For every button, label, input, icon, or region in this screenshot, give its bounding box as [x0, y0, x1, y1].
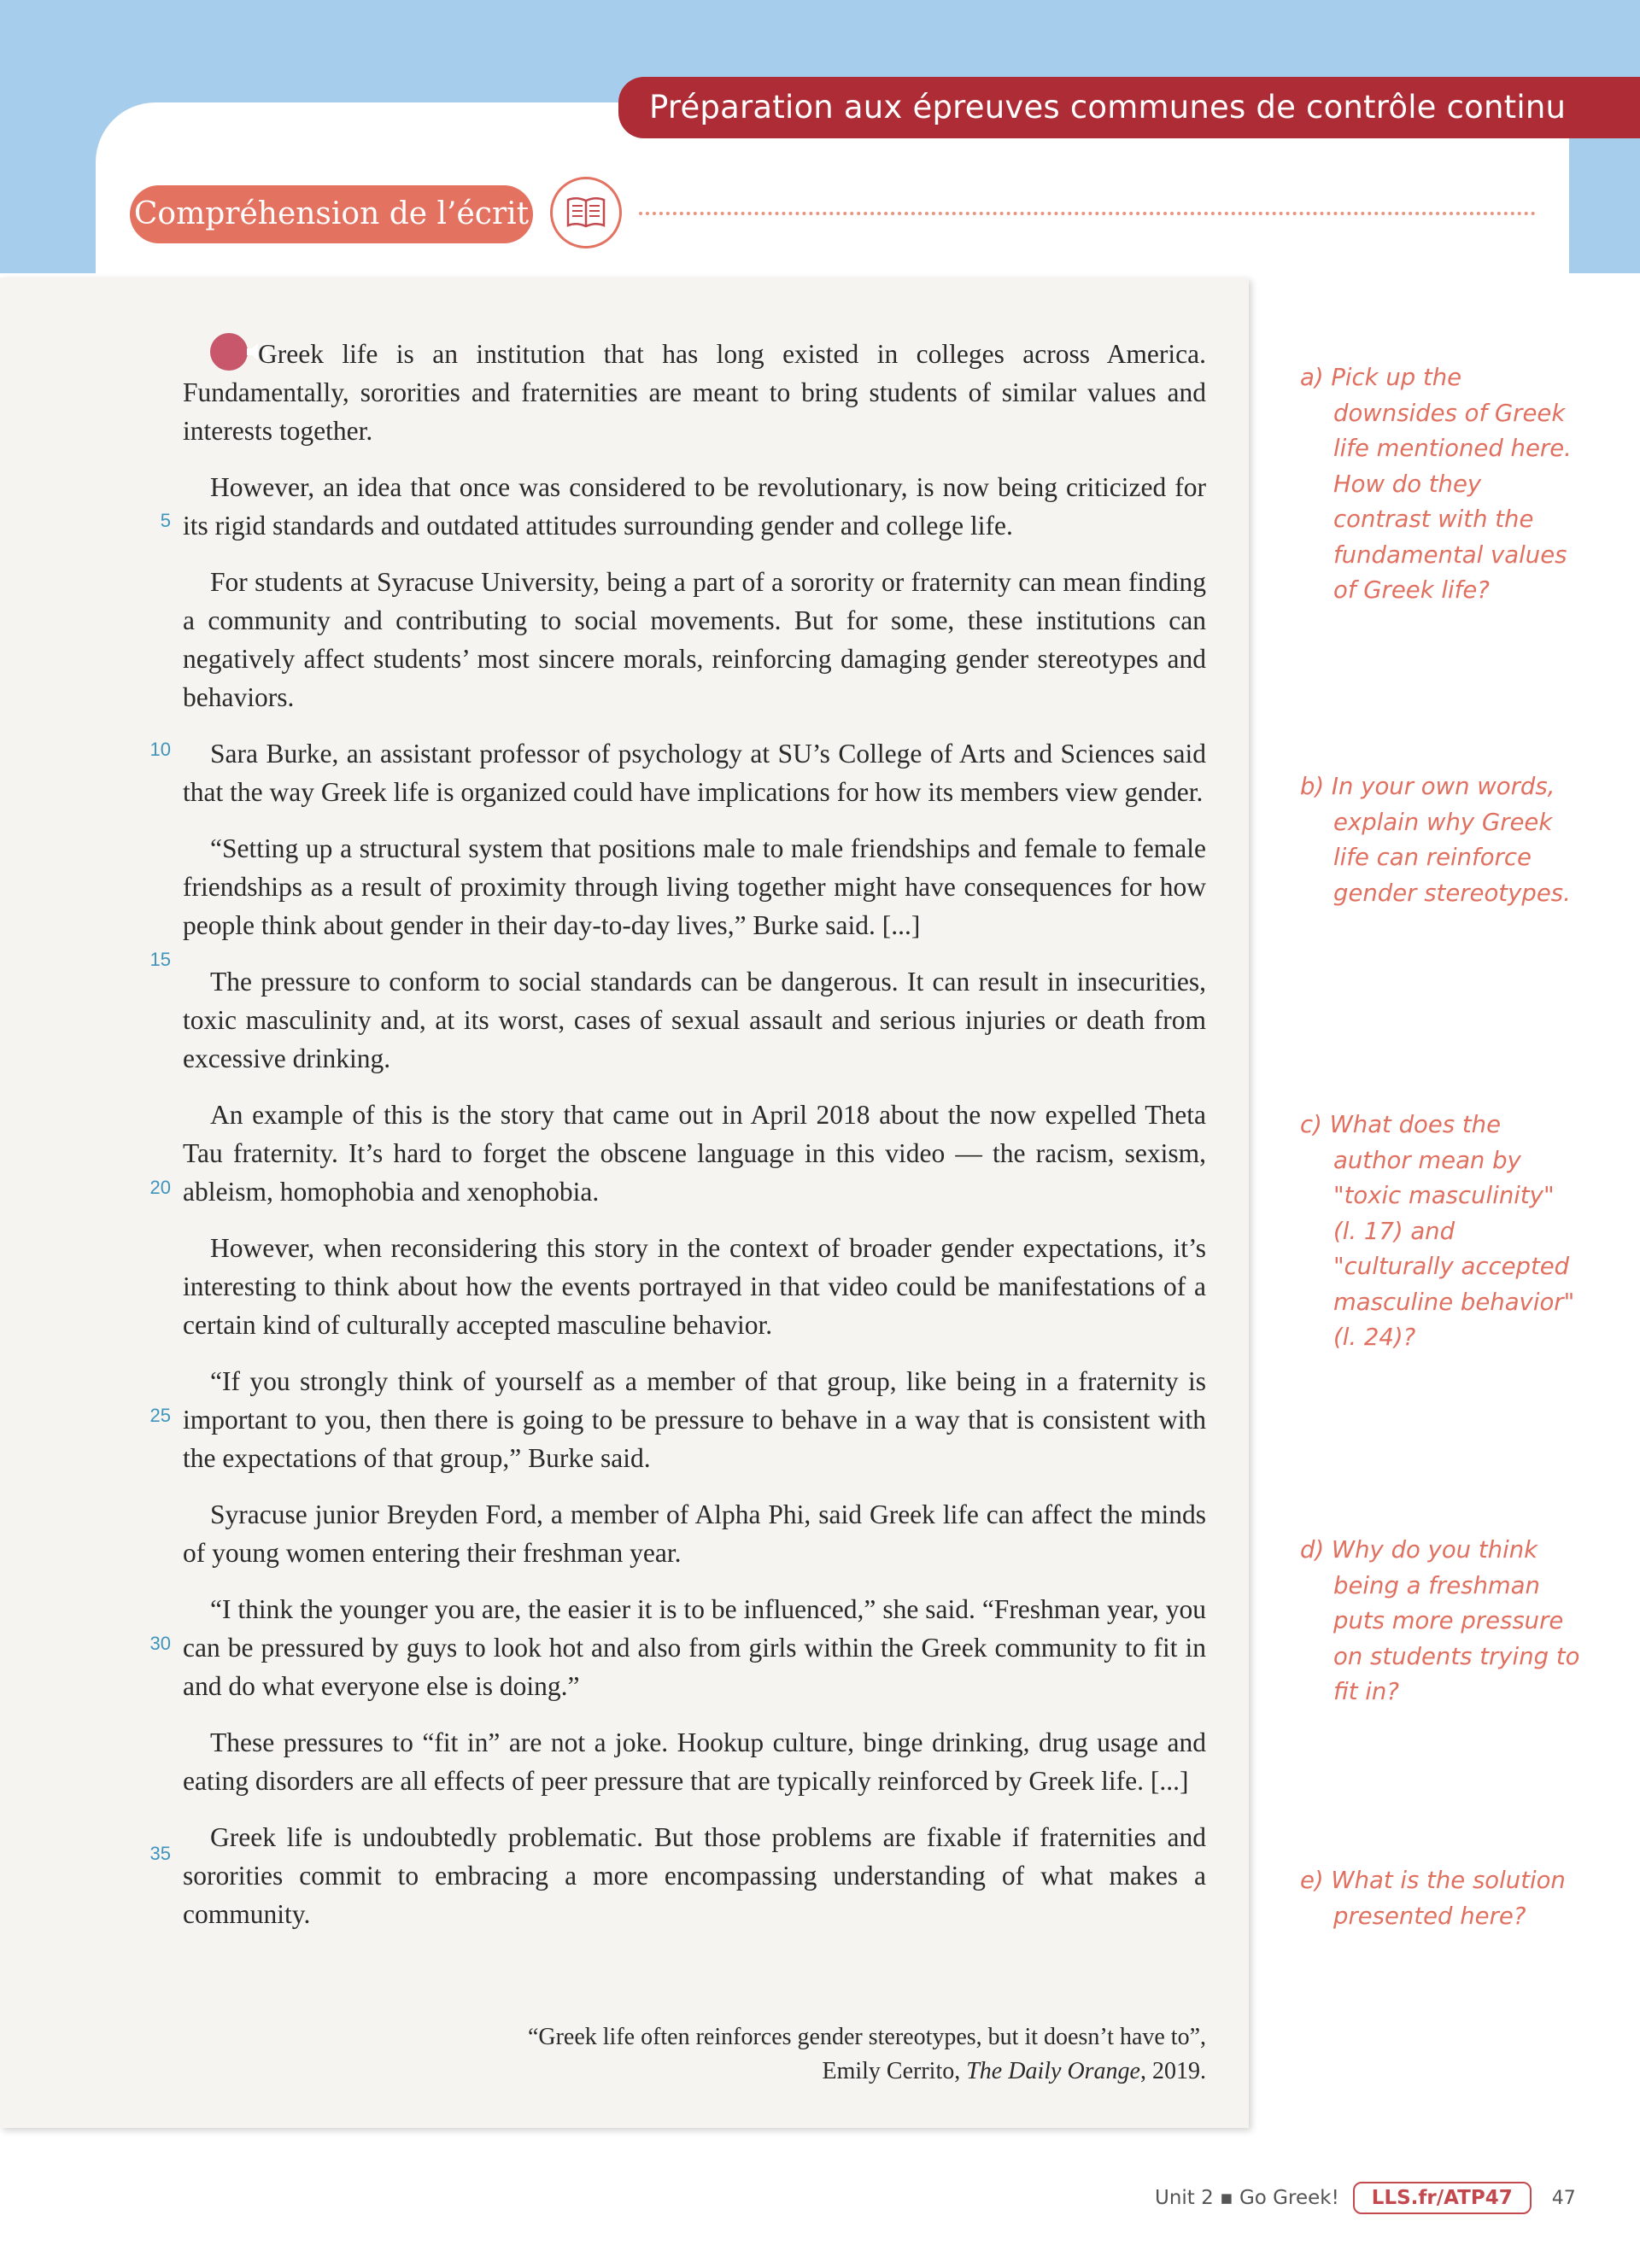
question-c [1300, 1108, 1582, 1356]
resource-link[interactable]: LLS.fr/ATP47 [1353, 2182, 1532, 2214]
question-b [1300, 769, 1582, 911]
paragraph: For students at Syracuse University, being a part of a sorority or fraternity can mean finding a community and contributing to social movements. But for some, these institutions can negatively affect students’ most sincere morals, reinforcing damaging gender stereotypes and behaviors. [183, 567, 1206, 712]
paragraph: The pressure to conform to social standards can be dangerous. It can result in insecurities, toxic masculinity and, at its worst, cases of sexual assault and serious injuries or death from excessive drinking. [183, 967, 1206, 1073]
question-e [1300, 1863, 1582, 1934]
section-label: Compréhension de l’écrit [130, 185, 533, 243]
paragraph-text: Greek life is an institution that has long existed in colleges across America. Fundamentally, sororities and fraternities are meant to bring students of similar values and interests together. [183, 339, 1206, 446]
paragraph: However, when reconsidering this story in the context of broader gender expectations, it’s interesting to think about how the events portrayed in that video could be manifestations of a certain kind of culturally accepted masculine behavior. [183, 1233, 1206, 1340]
question-text: b) In your own words, explain why Greek life can reinforce gender stereotypes. [1300, 773, 1571, 907]
article-source [183, 2020, 1206, 2089]
source-publication: The Daily Orange [966, 2058, 1140, 2084]
line-number: 5 [160, 510, 171, 531]
paragraph: However, an idea that once was considered to be revolutionary, is now being criticized for its rigid standards and outdated attitudes surrounding gender and college life. [183, 472, 1206, 541]
article-body [183, 333, 1206, 1951]
line-number: 25 [149, 1405, 171, 1426]
line-number: 30 [149, 1633, 171, 1654]
question-text: e) What is the solution presented here? [1300, 1867, 1566, 1930]
line-number: 10 [149, 739, 171, 760]
question-text: d) Why do you think being a freshman puts more pressure on students trying to fit in? [1300, 1536, 1580, 1705]
paragraph [183, 333, 1206, 450]
question-text: c) What does the author mean by "toxic masculinity" (l. 17) and "culturally accepted masculine behavior" (l. 24)? [1300, 1111, 1575, 1351]
speaker-icon[interactable] [210, 333, 248, 371]
source-credit [183, 2055, 1206, 2089]
line-number: 35 [149, 1843, 171, 1864]
book-icon [550, 177, 622, 248]
source-year: , 2019. [1140, 2058, 1206, 2084]
paragraph: Syracuse junior Breyden Ford, a member of Alpha Phi, said Greek life can affect the minds of young women entering their freshman year. [183, 1499, 1206, 1568]
paragraph: “I think the younger you are, the easier it is to be influenced,” she said. “Freshman year, you can be pressured by guys to look hot and also from girls within the Greek community to fit in and do what everyone else is doing.” [183, 1594, 1206, 1701]
source-author: Emily Cerrito, [822, 2058, 961, 2084]
page-number: 47 [1551, 2187, 1576, 2209]
page-footer [1155, 2181, 1576, 2215]
question-d [1300, 1533, 1582, 1710]
paragraph: An example of this is the story that came out in April 2018 about the now expelled Theta Tau fraternity. It’s hard to forget the obscene language in this video — the racism, sexism, ableism, homophobia and xenophobia. [183, 1100, 1206, 1207]
source-title: “Greek life often reinforces gender stereotypes, but it doesn’t have to”, [527, 2024, 1206, 2050]
paragraph: “Setting up a structural system that positions male to male friendships and female to female friendships as a result of proximity through living together might have consequences for how people think about gender in their day-to-day lives,” Burke said. [...] [183, 833, 1206, 940]
paragraph: “If you strongly think of yourself as a member of that group, like being in a fraternity is important to you, then there is going to be pressure to behave in a way that is consistent with the expectations of that group,” Burke said. [183, 1366, 1206, 1473]
section-banner: Préparation aux épreuves communes de contrôle continu [618, 77, 1640, 138]
line-number: 15 [149, 949, 171, 970]
paragraph: Greek life is undoubtedly problematic. But those problems are fixable if fraternities and sororities commit to embracing a more encompassing understanding of what makes a community. [183, 1822, 1206, 1929]
paragraph: Sara Burke, an assistant professor of psychology at SU’s College of Arts and Sciences said that the way Greek life is organized could have implications for how its members view gender. [183, 739, 1206, 807]
unit-label: Unit 2 ▪ Go Greek! [1155, 2187, 1339, 2209]
question-text: a) Pick up the downsides of Greek life mentioned here. How do they contrast with the fundamental values of Greek life? [1300, 364, 1572, 604]
line-number: 20 [149, 1177, 171, 1198]
section-divider [639, 212, 1536, 215]
paragraph: These pressures to “fit in” are not a joke. Hookup culture, binge drinking, drug usage and eating disorders are all effects of peer pressure that are typically reinforced by Greek life. [...] [183, 1727, 1206, 1796]
question-a [1300, 360, 1582, 609]
